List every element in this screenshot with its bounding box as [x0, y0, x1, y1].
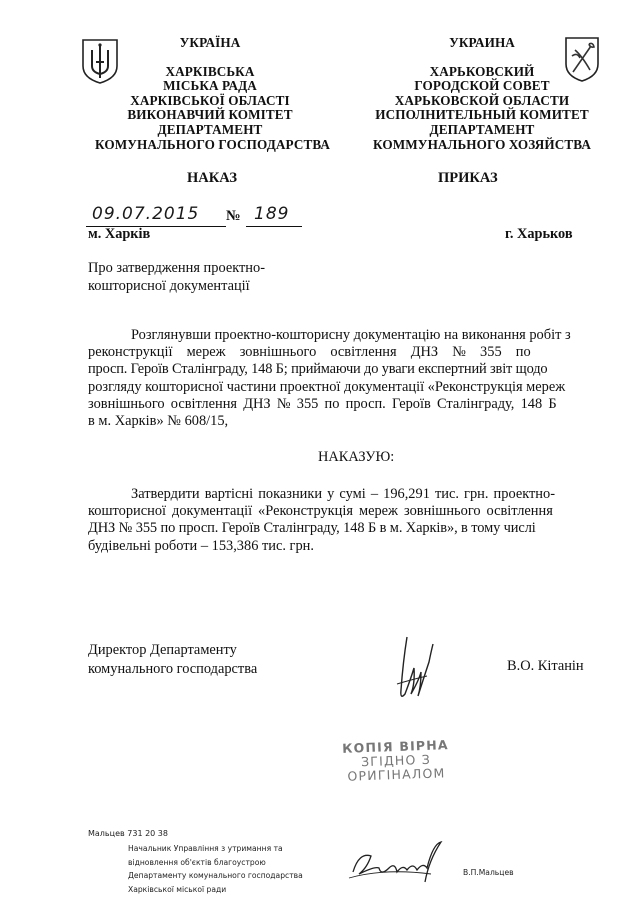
executor-info: Мальцев 731 20 38 [88, 829, 168, 838]
stamp-line: ЗГІДНО З [360, 751, 432, 770]
number-sign: № [226, 208, 241, 224]
certifier-block [128, 842, 303, 896]
org-line: ВИКОНАВЧИЙ КОМІТЕТ [127, 107, 293, 123]
order-date: 09.07.2015 [92, 204, 200, 224]
doc-type-ru: ПРИКАЗ [438, 170, 498, 186]
org-line: КОМУНАЛЬНОГО ГОСПОДАРСТВА [95, 136, 331, 152]
paragraph-line: реконструкції мереж зовнішнього освітлення ДНЗ № 355 по [88, 344, 531, 361]
certifier-name: В.П.Мальцев [463, 868, 514, 877]
header-left [95, 35, 331, 152]
stamp-line: КОПІЯ ВІРНА [341, 737, 450, 756]
paragraph-1 [88, 327, 595, 430]
certifier-line: Харківської міської ради [128, 884, 227, 894]
org-line: МІСЬКА РАДА [163, 78, 257, 94]
org-line: ХАРКІВСЬКОЇ ОБЛАСТІ [130, 92, 290, 108]
paragraph-line: будівельні роботи – 153,386 тис. грн. [88, 537, 314, 554]
paragraph-2 [88, 486, 595, 555]
org-line: ГОРОДСКОЙ СОВЕТ [414, 78, 550, 94]
org-line: ХАРКІВСЬКА [165, 63, 255, 79]
city-ru: г. Харьков [505, 226, 573, 242]
paragraph-line: розгляду кошторисної частини проектної документації «Реконструкція мереж [88, 378, 566, 395]
subject-line: кошторисної документації [88, 277, 250, 294]
org-line: ДЕПАРТАМЕНТ [429, 121, 535, 137]
paragraph-line: Розглянувши проектно-кошторисну документацію на виконання робіт з [131, 327, 571, 343]
org-line: ДЕПАРТАМЕНТ [157, 121, 263, 137]
country-ua: УКРАЇНА [179, 35, 241, 50]
signatory-name: В.О. Кітанін [507, 658, 584, 674]
doc-type-ua: НАКАЗ [187, 170, 238, 186]
country-ru: УКРАИНА [449, 35, 515, 50]
director-signature [385, 632, 445, 712]
order-subject [88, 260, 265, 295]
order-number: 189 [254, 204, 290, 224]
certifier-line: відновлення об'єктів благоустрою [128, 857, 266, 867]
org-line: КОММУНАЛЬНОГО ХОЗЯЙСТВА [373, 136, 591, 152]
paragraph-line: Затвердити вартісні показники у сумі – 196,291 тис. грн. проектно- [131, 486, 555, 502]
paragraph-line: в м. Харків» № 608/15, [88, 413, 229, 430]
order-word: НАКАЗУЮ: [318, 449, 395, 465]
org-line: ИСПОЛНИТЕЛЬНЫЙ КОМИТЕТ [375, 107, 589, 123]
stamp-line: ОРИГІНАЛОМ [347, 765, 446, 784]
paragraph-line: кошторисної документації «Реконструкція мереж зовнішнього освітлення [88, 503, 553, 520]
certifier-signature [345, 838, 465, 890]
position-line: комунального господарства [88, 660, 258, 677]
certifier-line: Департаменту комунального господарства [128, 871, 303, 881]
copy-stamp [335, 738, 456, 784]
position-line: Директор Департаменту [88, 642, 237, 658]
header-right [367, 36, 597, 152]
city-ua: м. Харків [88, 226, 151, 242]
paragraph-line: ДНЗ № 355 по просп. Героїв Сталінграду, 148 Б в м. Харків», в тому числі [88, 520, 536, 537]
number-underline [246, 226, 302, 227]
subject-line: Про затвердження проектно- [88, 260, 265, 276]
signatory-position [88, 641, 257, 678]
paragraph-line: просп. Героїв Сталінграду, 148 Б; приймаючи до уваги експертний звіт щодо [88, 361, 548, 378]
org-line: ХАРЬКОВСКИЙ [429, 63, 535, 79]
certifier-line: Начальник Управління з утримання та [128, 844, 283, 853]
org-line: ХАРЬКОВСКОЙ ОБЛАСТИ [394, 92, 570, 108]
paragraph-line: зовнішнього освітлення ДНЗ № 355 по просп. Героїв Сталінграду, 148 Б [88, 395, 557, 412]
